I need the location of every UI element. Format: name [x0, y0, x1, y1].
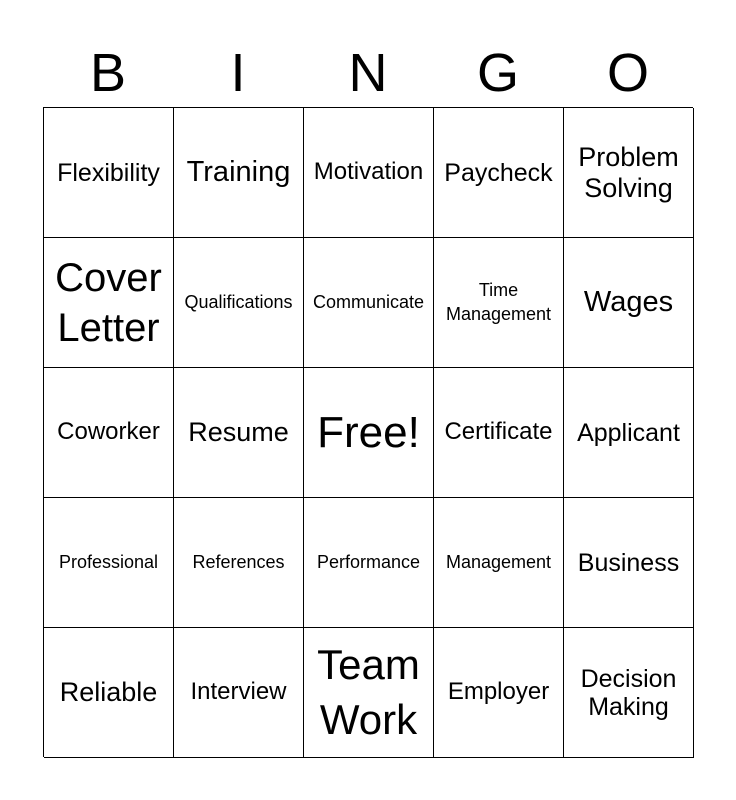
bingo-cell[interactable]: Qualifications — [174, 238, 304, 368]
bingo-cell[interactable]: Paycheck — [434, 108, 564, 238]
header-letter-b: B — [89, 43, 127, 103]
bingo-cell[interactable]: Employer — [434, 628, 564, 758]
bingo-cell[interactable]: Certificate — [434, 368, 564, 498]
bingo-cell[interactable]: Flexibility — [44, 108, 174, 238]
bingo-cell[interactable]: Decision Making — [564, 628, 694, 758]
bingo-cell[interactable]: Professional — [44, 498, 174, 628]
bingo-cell[interactable]: Coworker — [44, 368, 174, 498]
bingo-cell[interactable]: References — [174, 498, 304, 628]
bingo-cell[interactable]: Motivation — [304, 108, 434, 238]
bingo-cell[interactable]: Problem Solving — [564, 108, 694, 238]
bingo-grid — [43, 107, 693, 757]
header-letter-o: O — [606, 43, 649, 103]
bingo-cell[interactable]: Cover Letter — [44, 238, 174, 368]
bingo-cell[interactable]: Business — [564, 498, 694, 628]
bingo-cell[interactable]: Team Work — [304, 628, 434, 758]
header-letter-g: G — [476, 43, 519, 103]
header-letter-n: N — [348, 43, 388, 103]
bingo-cell[interactable]: Communicate — [304, 238, 434, 368]
bingo-cell[interactable]: Interview — [174, 628, 304, 758]
bingo-header — [43, 40, 693, 106]
bingo-cell[interactable]: Wages — [564, 238, 694, 368]
bingo-cell[interactable]: Reliable — [44, 628, 174, 758]
bingo-cell[interactable]: Resume — [174, 368, 304, 498]
header-letter-i: I — [230, 43, 246, 103]
bingo-cell[interactable]: Performance — [304, 498, 434, 628]
free-space-cell[interactable]: Free! — [304, 368, 434, 498]
bingo-cell[interactable]: Time Management — [434, 238, 564, 368]
bingo-cell[interactable]: Applicant — [564, 368, 694, 498]
bingo-cell[interactable]: Training — [174, 108, 304, 238]
bingo-cell[interactable]: Management — [434, 498, 564, 628]
